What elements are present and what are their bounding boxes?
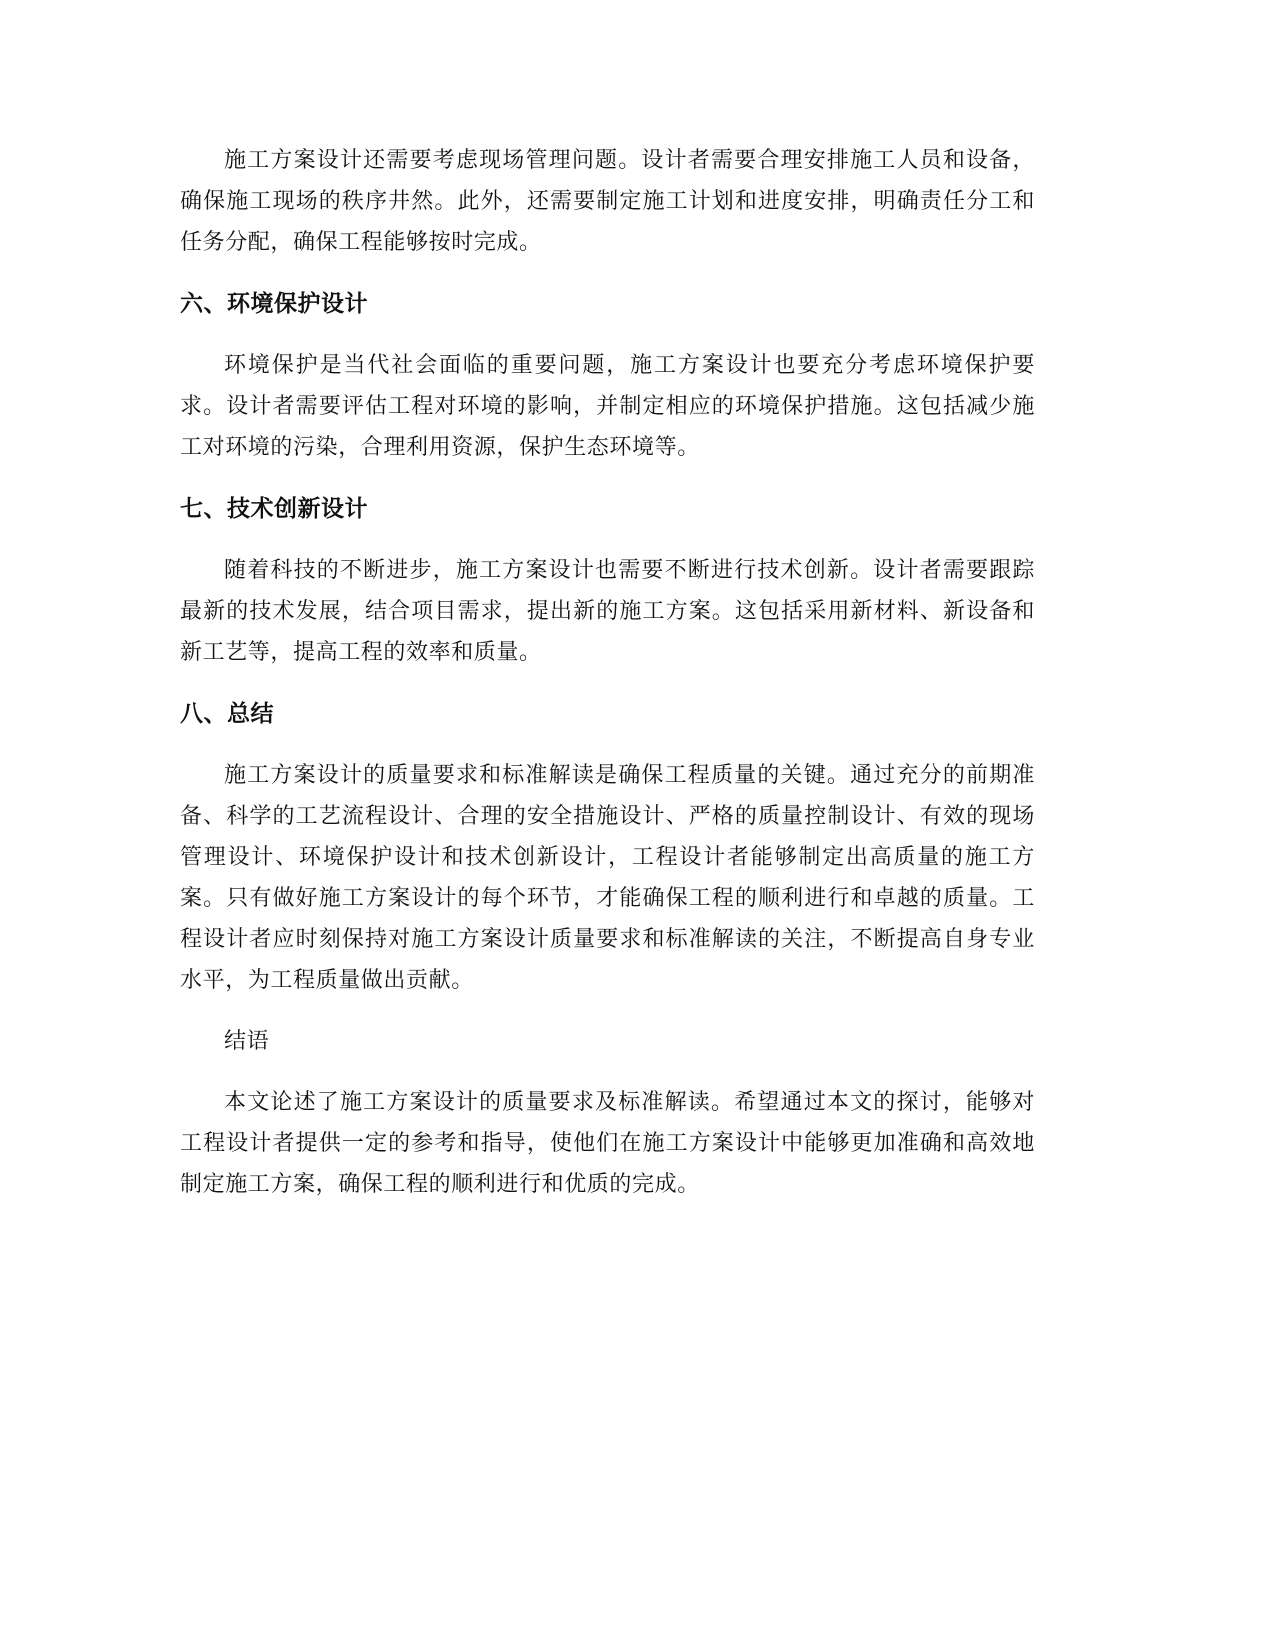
document-page (180, 140, 1035, 1205)
paragraph-conclusion-label: 结语 (224, 1029, 270, 1054)
heading-technical-innovation: 七、技术创新设计 (180, 496, 368, 522)
paragraph-summary: 施工方案设计的质量要求和标准解读是确保工程质量的关键。通过充分的前期准备、科学的工艺流程设计、合理的安全措施设计、严格的质量控制设计、有效的现场管理设计、环境保护设计和技术创新设计，工程设计者能够制定出高质量的施工方案。只有做好施工方案设计的每个环节，才能确保工程的顺利进行和卓越的质量。工程设计者应时刻保持对施工方案设计质量要求和标准解读的关注，不断提高自身专业水平，为工程质量做出贡献。 (180, 763, 1035, 993)
heading-environmental-protection: 六、环境保护设计 (180, 291, 368, 317)
paragraph-technical-innovation: 随着科技的不断进步，施工方案设计也需要不断进行技术创新。设计者需要跟踪最新的技术发展，结合项目需求，提出新的施工方案。这包括采用新材料、新设备和新工艺等，提高工程的效率和质量。 (180, 558, 1035, 665)
paragraph-environmental-protection: 环境保护是当代社会面临的重要问题，施工方案设计也要充分考虑环境保护要求。设计者需要评估工程对环境的影响，并制定相应的环境保护措施。这包括减少施工对环境的污染，合理利用资源，保护生态环境等。 (180, 353, 1035, 460)
paragraph-site-management: 施工方案设计还需要考虑现场管理问题。设计者需要合理安排施工人员和设备，确保施工现场的秩序井然。此外，还需要制定施工计划和进度安排，明确责任分工和任务分配，确保工程能够按时完成。 (180, 148, 1035, 255)
paragraph-conclusion: 本文论述了施工方案设计的质量要求及标准解读。希望通过本文的探讨，能够对工程设计者提供一定的参考和指导，使他们在施工方案设计中能够更加准确和高效地制定施工方案，确保工程的顺利进行和优质的完成。 (180, 1090, 1035, 1197)
heading-summary: 八、总结 (180, 701, 274, 727)
